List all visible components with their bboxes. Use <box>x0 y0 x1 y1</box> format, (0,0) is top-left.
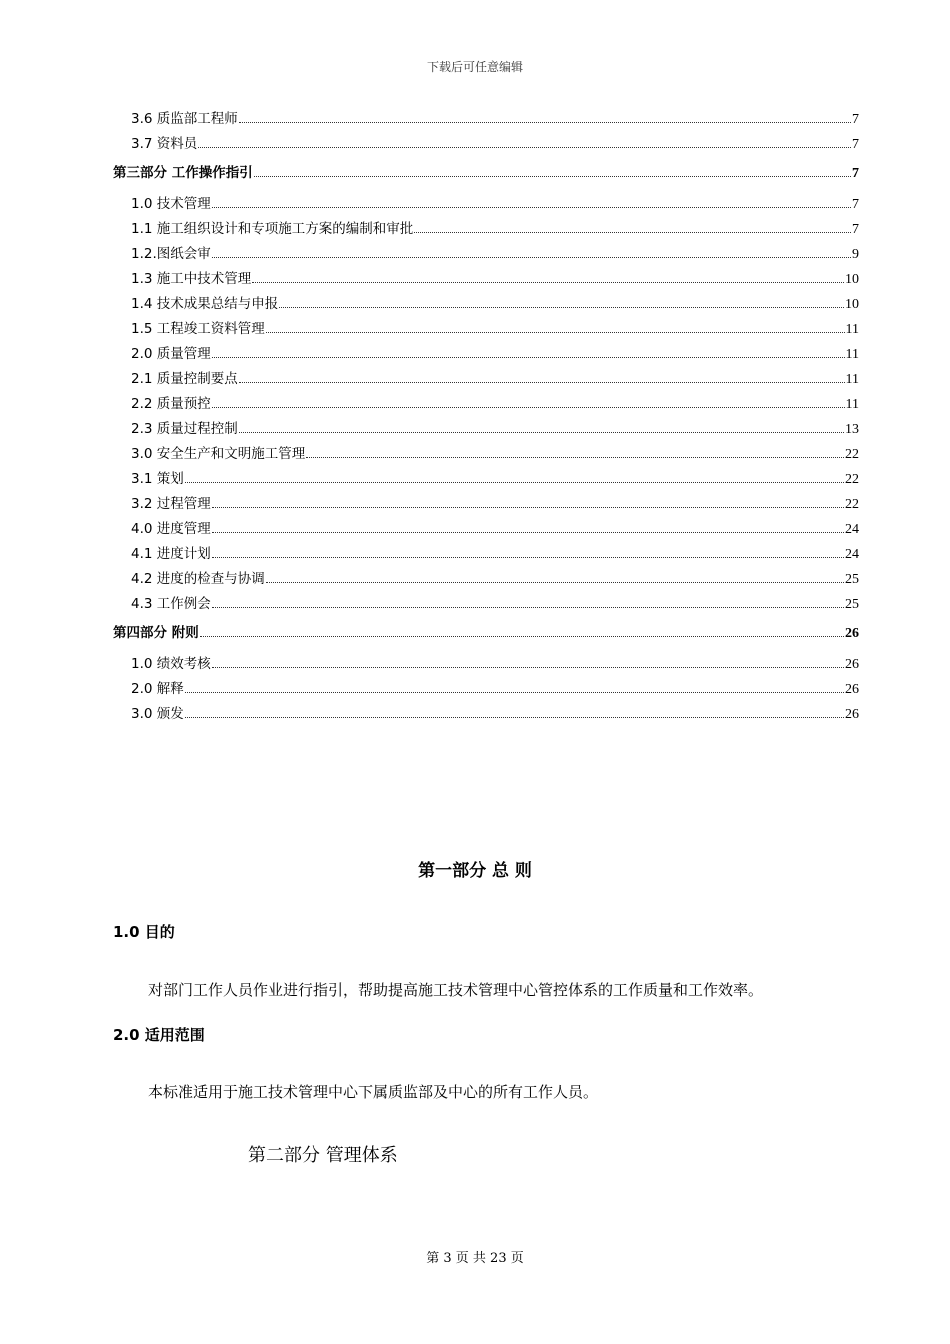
toc-entry[interactable] <box>131 104 859 129</box>
toc-entry[interactable] <box>131 314 859 339</box>
toc-entry-title: 1.1 施工组织设计和专项施工方案的编制和审批 <box>131 221 414 237</box>
toc-entry-page: 9 <box>852 247 859 262</box>
toc-dot-leader <box>212 489 844 508</box>
toc-entry-page: 22 <box>845 447 859 462</box>
toc-entry[interactable] <box>131 414 859 439</box>
toc-dot-leader <box>212 539 844 558</box>
toc-entry-title: 1.3 施工中技术管理 <box>131 271 252 287</box>
toc-entry[interactable] <box>131 239 859 264</box>
part1-title: 第一部分 总 则 <box>418 861 532 881</box>
toc-entry-title: 2.2 质量预控 <box>131 396 211 412</box>
toc-entry[interactable] <box>131 214 859 239</box>
toc-entry[interactable] <box>131 699 859 724</box>
toc-entry-page: 13 <box>845 422 859 437</box>
toc-entry-page: 11 <box>845 347 859 362</box>
toc-entry[interactable] <box>131 489 859 514</box>
toc-entry[interactable] <box>131 514 859 539</box>
section-heading-scope: 2.0 适用范围 <box>113 1026 205 1044</box>
toc-entry[interactable] <box>131 389 859 414</box>
toc-entry-page: 10 <box>845 272 859 287</box>
toc-dot-leader <box>266 564 844 583</box>
toc-entry-title: 2.0 质量管理 <box>131 346 211 362</box>
toc-entry-page: 11 <box>845 397 859 412</box>
section-heading-purpose: 1.0 目的 <box>113 923 175 941</box>
toc-entry-title: 3.7 资料员 <box>131 136 198 152</box>
toc-entry-page: 7 <box>852 137 859 152</box>
toc-dot-leader <box>306 439 844 458</box>
toc-entry-title: 4.0 进度管理 <box>131 521 211 537</box>
toc-entry-page: 24 <box>845 522 859 537</box>
toc-entry-page: 7 <box>852 112 859 127</box>
toc-entry[interactable] <box>131 264 859 289</box>
toc-entry[interactable] <box>131 364 859 389</box>
toc-dot-leader <box>266 314 845 333</box>
toc-dot-leader <box>279 289 844 308</box>
toc-dot-leader <box>185 674 844 693</box>
toc-entry-title: 3.0 安全生产和文明施工管理 <box>131 446 306 462</box>
page-footer: 第 3 页 共 23 页 <box>426 1251 524 1266</box>
toc-entry-page: 22 <box>845 472 859 487</box>
toc-entry-page: 11 <box>845 322 859 337</box>
toc-dot-leader <box>185 699 844 718</box>
toc-entry[interactable] <box>131 289 859 314</box>
section-text-scope: 本标准适用于施工技术管理中心下属质监部及中心的所有工作人员。 <box>148 1083 599 1101</box>
toc-entry-title: 1.0 绩效考核 <box>131 656 211 672</box>
toc-entry-title: 1.0 技术管理 <box>131 196 211 212</box>
toc-entry-title: 2.0 解释 <box>131 681 184 697</box>
toc-dot-leader <box>254 158 851 177</box>
toc-entry-title: 1.4 技术成果总结与申报 <box>131 296 279 312</box>
toc-entry-page: 7 <box>852 197 859 212</box>
toc-entry-page: 22 <box>845 497 859 512</box>
toc-entry-title: 1.5 工程竣工资料管理 <box>131 321 265 337</box>
table-of-contents <box>0 104 950 724</box>
part2-title: 第二部分 管理体系 <box>248 1145 398 1166</box>
toc-dot-leader <box>252 264 844 283</box>
toc-entry-title: 3.6 质监部工程师 <box>131 111 238 127</box>
toc-dot-leader <box>212 649 844 668</box>
toc-entry-title: 3.2 过程管理 <box>131 496 211 512</box>
toc-entry-page: 26 <box>845 626 859 641</box>
toc-entry-title: 4.1 进度计划 <box>131 546 211 562</box>
toc-dot-leader <box>239 104 851 123</box>
toc-entry[interactable] <box>131 564 859 589</box>
page-header: 下载后可任意编辑 <box>426 60 523 74</box>
toc-entry[interactable] <box>131 129 859 154</box>
toc-dot-leader <box>239 364 845 383</box>
toc-entry[interactable] <box>131 649 859 674</box>
toc-entry-page: 11 <box>845 372 859 387</box>
toc-entry-title: 第三部分 工作操作指引 <box>113 165 253 181</box>
toc-part-entry[interactable] <box>113 618 859 643</box>
toc-dot-leader <box>212 239 851 258</box>
toc-entry-title: 3.0 颁发 <box>131 706 184 722</box>
toc-entry-title: 4.3 工作例会 <box>131 596 211 612</box>
toc-dot-leader <box>212 339 845 358</box>
toc-dot-leader <box>414 214 851 233</box>
toc-entry-page: 26 <box>845 682 859 697</box>
section-text-purpose: 对部门工作人员作业进行指引，帮助提高施工技术管理中心管控体系的工作质量和工作效率。 <box>148 981 764 999</box>
toc-entry-title: 1.2.图纸会审 <box>131 246 211 262</box>
toc-entry-title: 2.3 质量过程控制 <box>131 421 238 437</box>
toc-dot-leader <box>212 514 844 533</box>
toc-dot-leader <box>185 464 844 483</box>
toc-dot-leader <box>212 589 844 608</box>
toc-entry-title: 3.1 策划 <box>131 471 184 487</box>
toc-entry-page: 25 <box>845 572 859 587</box>
toc-dot-leader <box>212 189 851 208</box>
toc-entry[interactable] <box>131 674 859 699</box>
toc-entry-title: 第四部分 附则 <box>113 625 199 641</box>
toc-dot-leader <box>212 389 845 408</box>
toc-entry-title: 4.2 进度的检查与协调 <box>131 571 265 587</box>
toc-entry-page: 24 <box>845 547 859 562</box>
toc-dot-leader <box>198 129 851 148</box>
toc-part-entry[interactable] <box>113 158 859 183</box>
toc-entry[interactable] <box>131 439 859 464</box>
toc-entry[interactable] <box>131 189 859 214</box>
toc-entry-page: 7 <box>852 166 859 181</box>
toc-dot-leader <box>239 414 844 433</box>
toc-entry-page: 26 <box>845 657 859 672</box>
toc-dot-leader <box>200 618 844 637</box>
toc-entry[interactable] <box>131 464 859 489</box>
toc-entry[interactable] <box>131 539 859 564</box>
toc-entry-page: 26 <box>845 707 859 722</box>
toc-entry-title: 2.1 质量控制要点 <box>131 371 238 387</box>
toc-entry-page: 25 <box>845 597 859 612</box>
toc-entry-page: 10 <box>845 297 859 312</box>
toc-entry[interactable] <box>131 589 859 614</box>
toc-entry[interactable] <box>131 339 859 364</box>
toc-entry-page: 7 <box>852 222 859 237</box>
